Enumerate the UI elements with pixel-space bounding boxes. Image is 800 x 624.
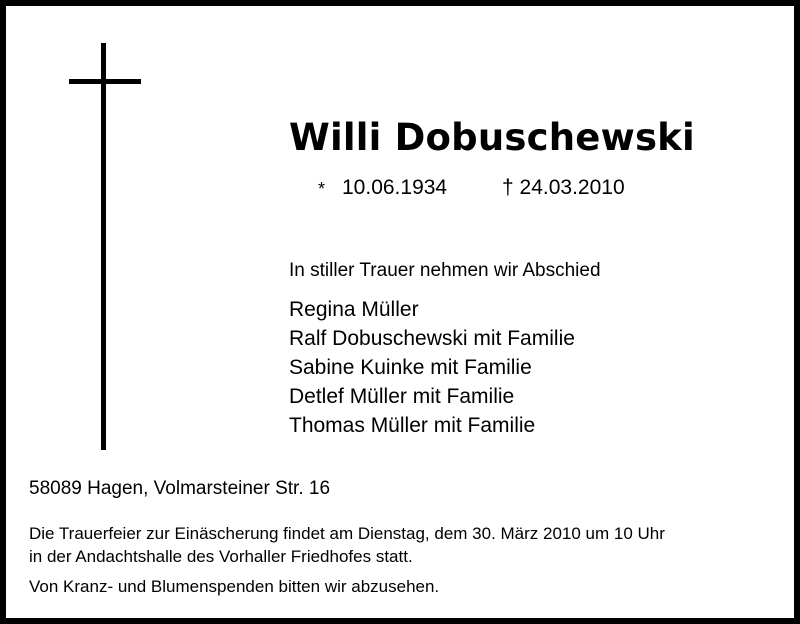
funeral-notice-line-2: in der Andachtshalle des Vorhaller Friedhofes statt. [29,547,413,566]
birth-star-icon: * [318,179,326,199]
funeral-notice [29,522,665,568]
birth-date: 10.06.1934 [342,176,448,199]
list-item: Thomas Müller mit Familie [289,414,536,437]
funeral-notice-line-1: Die Trauerfeier zur Einäscherung findet am Dienstag, dem 30. März 2010 um 10 Uhr [29,524,665,543]
flowers-notice: Von Kranz- und Blumenspenden bitten wir abzusehen. [29,577,440,596]
death-date-group [502,176,625,200]
deceased-name: Willi Dobuschewski [289,116,695,159]
cross-icon-vertical [101,43,106,450]
mourning-line: In stiller Trauer nehmen wir Abschied [289,260,601,281]
cross-icon-horizontal [69,79,141,84]
list-item: Detlef Müller mit Familie [289,385,515,408]
list-item: Ralf Dobuschewski mit Familie [289,327,575,350]
list-item: Sabine Kuinke mit Familie [289,356,532,379]
list-item: Regina Müller [289,298,419,321]
address: 58089 Hagen, Volmarsteiner Str. 16 [29,478,331,499]
death-date: 24.03.2010 [519,176,625,199]
dagger-icon: † [502,176,514,199]
mourner-list [289,295,575,440]
